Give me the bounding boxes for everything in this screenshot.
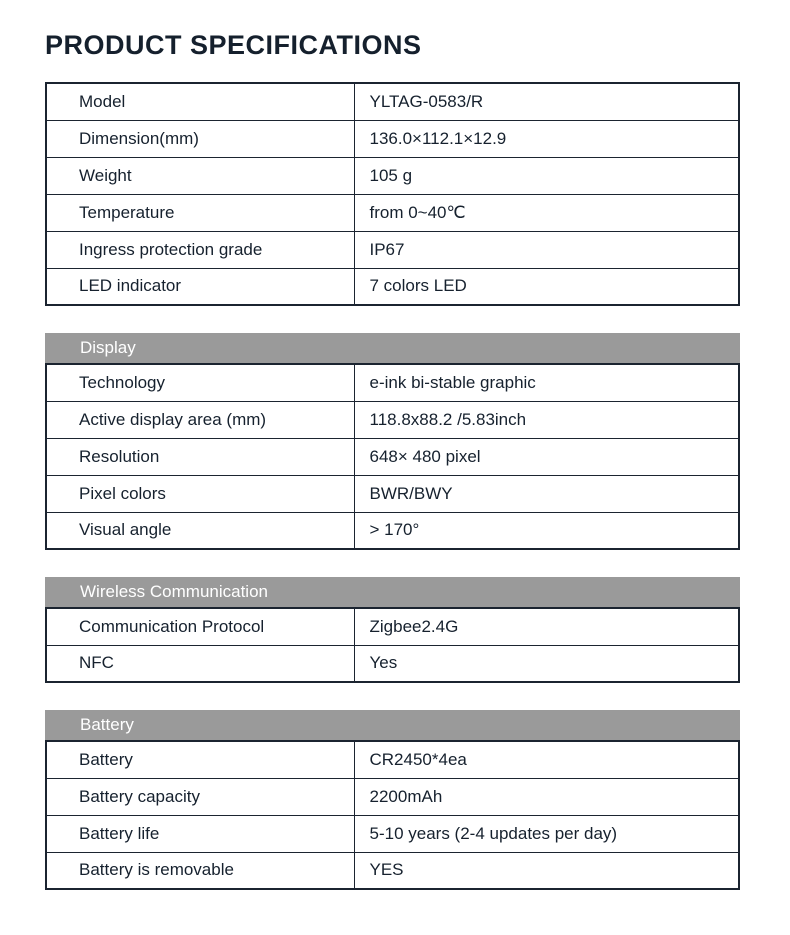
spec-value-led-indicator: 7 colors LED <box>354 268 739 305</box>
table-row <box>46 512 739 549</box>
spec-label-communication-protocol: Communication Protocol <box>46 608 354 645</box>
spec-label-battery-life: Battery life <box>46 815 354 852</box>
general-spec-table <box>45 82 740 306</box>
table-row <box>46 157 739 194</box>
spec-value-resolution: 648× 480 pixel <box>354 438 739 475</box>
spec-label-battery-capacity: Battery capacity <box>46 778 354 815</box>
table-row <box>46 194 739 231</box>
section-display <box>45 333 740 550</box>
spec-value-battery: CR2450*4ea <box>354 741 739 778</box>
spec-label-dimension: Dimension(mm) <box>46 120 354 157</box>
spec-label-weight: Weight <box>46 157 354 194</box>
spec-value-pixel-colors: BWR/BWY <box>354 475 739 512</box>
spec-value-active-display-area: 118.8x88.2 /5.83inch <box>354 401 739 438</box>
display-spec-table <box>45 363 740 550</box>
spec-value-technology: e-ink bi-stable graphic <box>354 364 739 401</box>
table-row <box>46 401 739 438</box>
table-row <box>46 608 739 645</box>
spec-label-battery: Battery <box>46 741 354 778</box>
battery-spec-table <box>45 740 740 890</box>
table-row <box>46 438 739 475</box>
spec-label-battery-removable: Battery is removable <box>46 852 354 889</box>
spec-value-battery-removable: YES <box>354 852 739 889</box>
spec-label-nfc: NFC <box>46 645 354 682</box>
spec-value-visual-angle: > 170° <box>354 512 739 549</box>
page-title: PRODUCT SPECIFICATIONS <box>45 30 422 60</box>
spec-value-dimension: 136.0×112.1×12.9 <box>354 120 739 157</box>
spec-value-communication-protocol: Zigbee2.4G <box>354 608 739 645</box>
spec-value-battery-capacity: 2200mAh <box>354 778 739 815</box>
spec-label-active-display-area: Active display area (mm) <box>46 401 354 438</box>
table-row <box>46 83 739 120</box>
spec-value-battery-life: 5-10 years (2-4 updates per day) <box>354 815 739 852</box>
spec-label-visual-angle: Visual angle <box>46 512 354 549</box>
table-row <box>46 120 739 157</box>
section-wireless-communication <box>45 577 740 683</box>
table-row <box>46 852 739 889</box>
spec-value-weight: 105 g <box>354 157 739 194</box>
spec-value-temperature: from 0~40℃ <box>354 194 739 231</box>
wireless-spec-table <box>45 607 740 683</box>
table-row <box>46 741 739 778</box>
table-row <box>46 364 739 401</box>
spec-label-ingress-protection: Ingress protection grade <box>46 231 354 268</box>
spec-value-ingress-protection: IP67 <box>354 231 739 268</box>
spec-label-model: Model <box>46 83 354 120</box>
spec-label-pixel-colors: Pixel colors <box>46 475 354 512</box>
spec-label-led-indicator: LED indicator <box>46 268 354 305</box>
section-header-display: Display <box>45 333 740 363</box>
section-header-battery: Battery <box>45 710 740 740</box>
spec-label-resolution: Resolution <box>46 438 354 475</box>
table-row <box>46 645 739 682</box>
section-header-wireless-communication: Wireless Communication <box>45 577 740 607</box>
spec-value-nfc: Yes <box>354 645 739 682</box>
section-general <box>45 82 740 306</box>
spec-label-technology: Technology <box>46 364 354 401</box>
spec-label-temperature: Temperature <box>46 194 354 231</box>
table-row <box>46 815 739 852</box>
table-row <box>46 475 739 512</box>
table-row <box>46 231 739 268</box>
section-battery <box>45 710 740 890</box>
table-row <box>46 778 739 815</box>
table-row <box>46 268 739 305</box>
spec-value-model: YLTAG-0583/R <box>354 83 739 120</box>
